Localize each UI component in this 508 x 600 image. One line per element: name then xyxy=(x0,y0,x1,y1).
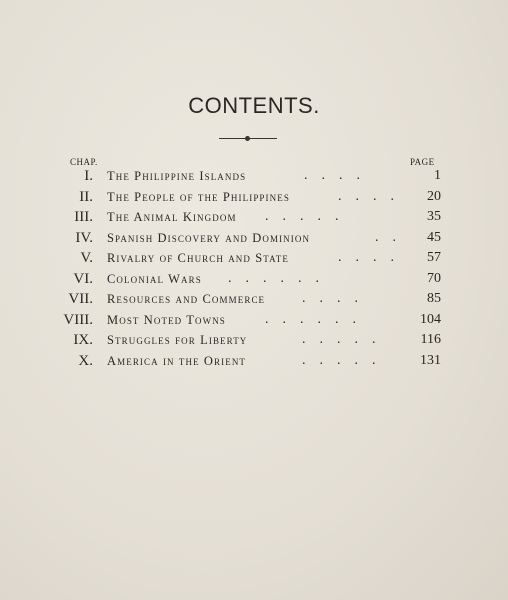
chapter-title: Colonial Wars xyxy=(107,271,202,286)
toc-row xyxy=(0,271,508,292)
chapter-number: V. xyxy=(80,250,93,266)
toc-row xyxy=(0,291,508,312)
page-title: CONTENTS. xyxy=(188,93,320,118)
leader-dots: . . xyxy=(375,229,396,245)
page-number: 85 xyxy=(427,291,441,306)
chapter-title: The Philippine Islands xyxy=(107,169,247,183)
chapter-number: IV. xyxy=(75,229,93,246)
chapter-number: VIII. xyxy=(63,311,93,328)
chapter-number: VI. xyxy=(73,270,93,287)
leader-dots: . . . . xyxy=(338,188,394,204)
chapter-title: America in the Orient xyxy=(107,353,247,368)
page-number: 20 xyxy=(427,188,441,204)
title-divider-ornament xyxy=(245,136,250,141)
toc-row xyxy=(0,250,508,271)
page-number: 35 xyxy=(427,209,441,224)
leader-dots: . . . . . . xyxy=(228,270,319,286)
chapter-title: The People of the Philippines xyxy=(107,189,290,204)
toc-row xyxy=(0,189,508,210)
table-of-contents xyxy=(0,168,508,373)
chapter-column-header: CHAP. xyxy=(70,157,98,167)
chapter-number: X. xyxy=(78,352,93,369)
chapter-title: Spanish Discovery and Dominion xyxy=(107,230,311,245)
chapter-title: Struggles for Liberty xyxy=(107,333,248,347)
leader-dots: . . . . . . xyxy=(265,311,356,327)
page-number: 104 xyxy=(420,311,441,327)
page-number: 131 xyxy=(420,352,441,368)
chapter-title: The Animal Kingdom xyxy=(107,210,237,224)
page-number: 1 xyxy=(434,168,441,183)
chapter-title: Most Noted Towns xyxy=(107,312,226,327)
chapter-title: Resources and Commerce xyxy=(107,292,266,306)
toc-row xyxy=(0,312,508,333)
chapter-title: Rivalry of Church and State xyxy=(107,251,289,265)
page-column-header: PAGE xyxy=(410,157,435,167)
toc-row xyxy=(0,332,508,353)
toc-row xyxy=(0,209,508,230)
leader-dots: . . . . . xyxy=(265,209,339,224)
toc-row xyxy=(0,353,508,374)
chapter-number: II. xyxy=(79,188,93,205)
leader-dots: . . . . . xyxy=(302,352,376,368)
page-number: 45 xyxy=(427,229,441,245)
leader-dots: . . . . . xyxy=(302,332,376,347)
toc-row xyxy=(0,230,508,251)
chapter-number: IX. xyxy=(73,332,93,348)
chapter-number: III. xyxy=(74,209,93,225)
page-number: 70 xyxy=(427,270,441,286)
page-number: 116 xyxy=(420,332,441,347)
page-number: 57 xyxy=(427,250,441,265)
chapter-number: I. xyxy=(84,168,93,184)
chapter-number: VII. xyxy=(68,291,93,307)
leader-dots: . . . . xyxy=(302,291,358,306)
toc-row xyxy=(0,168,508,189)
leader-dots: . . . . xyxy=(338,250,394,265)
leader-dots: . . . . xyxy=(304,168,360,183)
